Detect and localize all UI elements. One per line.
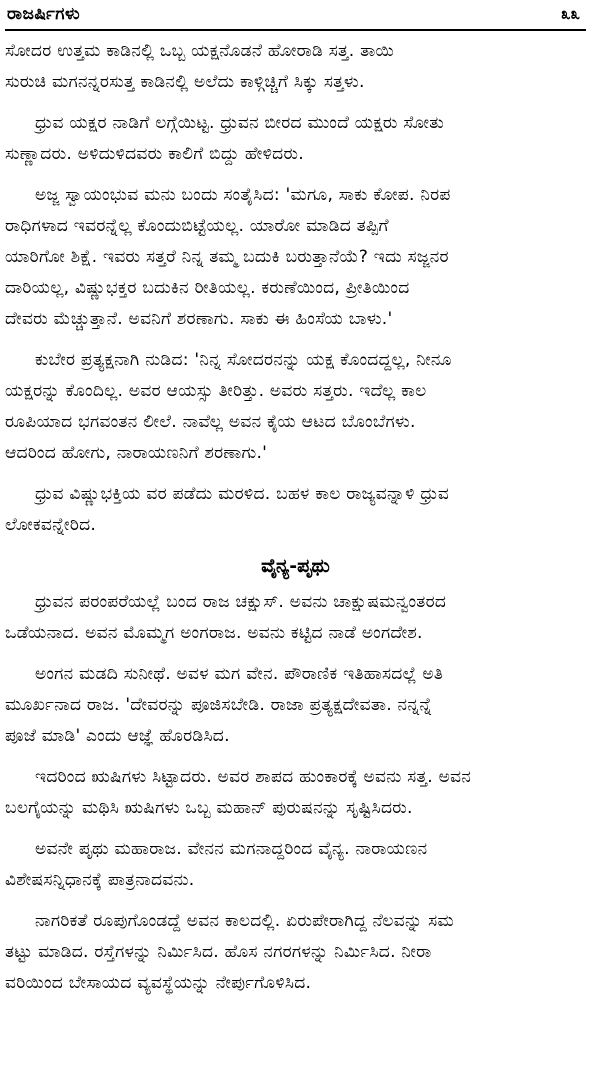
text-line: ಸುರುಚಿ ಮಗನನ್ನರಸುತ್ತ ಕಾಡಿನಲ್ಲಿ ಅಲೆದು ಕಾಳ್ಗಿಚ್ಚಿಗೆ ಸಿಕ್ಕು ಸತ್ತಳು. (5, 72, 365, 92)
paragraph (5, 108, 586, 170)
text-line: ಒಡೆಯನಾದ. ಅವನ ಮೊಮ್ಮಗ ಅಂಗರಾಜ. ಅವನು ಕಟ್ಟಿದ ನಾಡೆ ಅಂಗದೇಶ. (5, 623, 423, 643)
paragraph (5, 587, 586, 649)
text-line: ಯಕ್ಷರನ್ನು ಕೊಂದಿಲ್ಲ. ಅವರ ಆಯಸ್ಸು ತೀರಿತ್ತು. ಅವರು ಸತ್ತರು. ಇದೆಲ್ಲ ಕಾಲ (5, 381, 427, 401)
text-line: ವರಿಯಿಂದ ಬೇಸಾಯದ ವ್ಯವಸ್ಥೆಯನ್ನು ನೇರ್ಪುಗೊಳಿಸಿದ. (5, 973, 312, 993)
text-line: ಸೋದರ ಉತ್ತಮ ಕಾಡಿನಲ್ಲಿ ಒಬ್ಬ ಯಕ್ಷನೊಡನೆ ಹೋರಾಡಿ ಸತ್ತ. ತಾಯಿ (5, 41, 395, 61)
text-line: ಪೂಜೆ ಮಾಡಿ' ಎಂದು ಆಜ್ಞೆ ಹೊರಡಿಸಿದ. (5, 726, 230, 746)
paragraph (5, 834, 586, 896)
text-line: ರೂಪಿಯಾದ ಭಗವಂತನ ಲೀಲೆ. ನಾವೆಲ್ಲ ಅವನ ಕೈಯ ಆಟದ ಬೊಂಬೆಗಳು. (5, 412, 416, 432)
text-line: ಬಲಗೈಯನ್ನು ಮಥಿಸಿ ಋಷಿಗಳು ಒಬ್ಬ ಮಹಾನ್ ಪುರುಷನನ್ನು ಸೃಷ್ಟಿಸಿದರು. (5, 798, 413, 818)
text-line: ವಿಶೇಷಸನ್ನಿಧಾನಕ್ಕೆ ಪಾತ್ರನಾದವನು. (5, 870, 195, 890)
text-line: ದಾರಿಯಲ್ಲ, ವಿಷ್ಣುಭಕ್ತರ ಬದುಕಿನ ರೀತಿಯಲ್ಲ. ಕರುಣೆಯಿಂದ, ಪ್ರೀತಿಯಿಂದ (5, 278, 410, 298)
text-line: ತಟ್ಟು ಮಾಡಿದ. ರಸ್ತೆಗಳನ್ನು ನಿರ್ಮಿಸಿದ. ಹೊಸ ನಗರಗಳನ್ನು ನಿರ್ಮಿಸಿದ. ನೀರಾ (5, 942, 432, 962)
text-line: ಲೋಕವನ್ನೇರಿದ. (5, 515, 97, 535)
header-rule (5, 29, 586, 31)
text-line: ರಾಧಿಗಳಾದ ಇವರನ್ನೆಲ್ಲ ಕೊಂದುಬಿಟ್ಟೆಯಲ್ಲ. ಯಾರೋ ಮಾಡಿದ ತಪ್ಪಿಗೆ (5, 216, 389, 236)
text-line: ಕುಬೇರ ಪ್ರತ್ಯಕ್ಷನಾಗಿ ನುಡಿದ: 'ನಿನ್ನ ಸೋದರನನ್ನು ಯಕ್ಷ ಕೊಂದದ್ದಲ್ಲ, ನೀನೂ (35, 350, 452, 370)
text-line: ನಾಗರಿಕತೆ ರೂಪುಗೊಂಡದ್ದೆ ಅವನ ಕಾಲದಲ್ಲಿ. ಏರುಪೇರಾಗಿದ್ದ ನೆಲವನ್ನು ಸಮ (35, 911, 455, 931)
running-header (5, 0, 586, 34)
paragraph (5, 479, 586, 541)
text-line: ಧ್ರುವ ಯಕ್ಷರ ನಾಡಿಗೆ ಲಗ್ಗೆಯಿಟ್ಟ. ಧ್ರುವನ ಬೀರದ ಮುಂದೆ ಯಕ್ಷರು ಸೋತು (35, 113, 445, 133)
text-line: ಆದರಿಂದ ಹೋಗು, ನಾರಾಯಣನಿಗೆ ಶರಣಾಗು.' (5, 443, 268, 463)
body-text (5, 36, 586, 999)
text-line: ಯಾರಿಗೋ ಶಿಕ್ಷೆ. ಇವರು ಸತ್ತರೆ ನಿನ್ನ ತಮ್ಮ ಬದುಕಿ ಬರುತ್ತಾನೆಯೆ? ಇದು ಸಜ್ಜನರ (5, 247, 449, 267)
paragraph (5, 762, 586, 824)
running-title: ರಾಜರ್ಷಿಗಳು (7, 4, 81, 24)
text-line: ಧ್ರುವನ ಪರಂಪರೆಯಲ್ಲೆ ಬಂದ ರಾಜ ಚಕ್ಷುಸ್. ಅವನು ಚಾಕ್ಷುಷಮನ್ವಂತರದ (35, 592, 447, 612)
text-line: ಸುಣ್ಣಾದರು. ಅಳಿದುಳಿದವರು ಕಾಲಿಗೆ ಬಿದ್ದು ಹೇಳಿದರು. (5, 144, 304, 164)
paragraph (5, 180, 586, 335)
paragraph (5, 906, 586, 999)
paragraph (5, 36, 586, 98)
paragraph (5, 345, 586, 469)
text-line: ಅಂಗನ ಮಡದಿ ಸುನೀಥೆ. ಅವಳ ಮಗ ವೇನ. ಪೌರಾಣಿಕ ಇತಿಹಾಸದಲ್ಲೆ ಅತಿ (35, 664, 444, 684)
text-line: ದೇವರು ಮೆಚ್ಚುತ್ತಾನೆ. ಅವನಿಗೆ ಶರಣಾಗು. ಸಾಕು ಈ ಹಿಂಸೆಯ ಬಾಳು.' (5, 309, 393, 329)
text-line: ಇದರಿಂದ ಋಷಿಗಳು ಸಿಟ್ಟಾದರು. ಅವರ ಶಾಪದ ಹುಂಕಾರಕ್ಕೆ ಅವನು ಸತ್ತ. ಅವನ (35, 767, 472, 787)
text-line: ಅಜ್ಜ ಸ್ವಾಯಂಭುವ ಮನು ಬಂದು ಸಂತೈಸಿದ: 'ಮಗೂ, ಸಾಕು ಕೋಪ. ನಿರಪ (35, 185, 451, 205)
page-number: ೩೩ (560, 4, 580, 24)
paragraph (5, 659, 586, 752)
text-line: ಧ್ರುವ ವಿಷ್ಣುಭಕ್ತಿಯ ವರ ಪಡೆದು ಮರಳಿದ. ಬಹಳ ಕಾಲ ರಾಜ್ಯವನ್ನಾಳಿ ಧ್ರುವ (35, 484, 450, 504)
text-line: ಮೂರ್ಖನಾದ ರಾಜ. 'ದೇವರನ್ನು ಪೂಜಿಸಬೇಡಿ. ರಾಜಾ ಪ್ರತ್ಯಕ್ಷದೇವತಾ. ನನ್ನನ್ನೆ (5, 695, 433, 715)
text-line: ಅವನೇ ಪೃಥು ಮಹಾರಾಜ. ವೇನನ ಮಗನಾದ್ದರಿಂದ ವೈನ್ಯ. ನಾರಾಯಣನ (35, 839, 428, 859)
section-heading: ವೈನ್ಯ-ಪೃಥು (261, 555, 330, 577)
